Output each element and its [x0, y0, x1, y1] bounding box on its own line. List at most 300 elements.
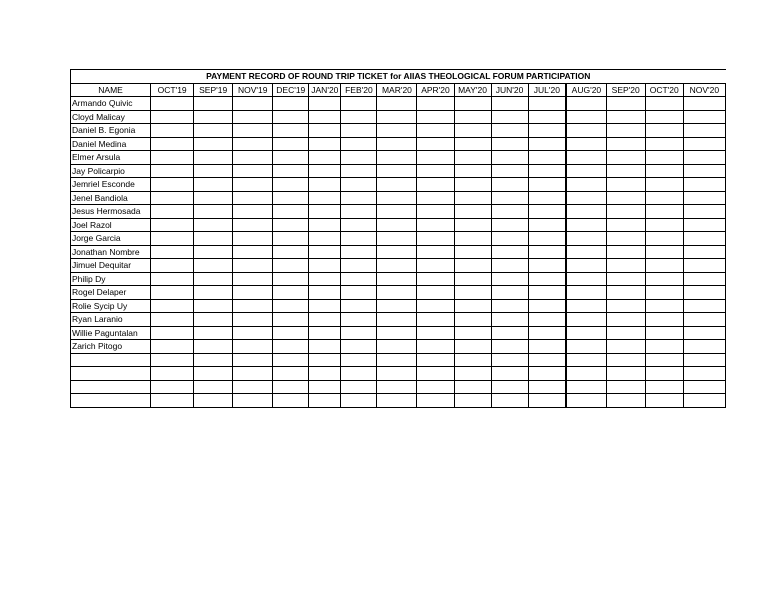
payment-cell[interactable]	[273, 326, 309, 340]
payment-cell[interactable]	[606, 394, 645, 408]
payment-cell[interactable]	[491, 205, 528, 219]
payment-cell[interactable]	[377, 272, 417, 286]
payment-cell[interactable]	[491, 394, 528, 408]
payment-cell[interactable]	[309, 380, 341, 394]
payment-cell[interactable]	[566, 164, 606, 178]
payment-cell[interactable]	[151, 218, 194, 232]
payment-cell[interactable]	[683, 326, 725, 340]
payment-cell[interactable]	[528, 218, 566, 232]
payment-cell[interactable]	[645, 137, 683, 151]
payment-cell[interactable]	[528, 299, 566, 313]
payment-cell[interactable]	[273, 353, 309, 367]
payment-cell[interactable]	[273, 380, 309, 394]
payment-cell[interactable]	[233, 205, 273, 219]
payment-cell[interactable]	[683, 340, 725, 354]
payment-cell[interactable]	[683, 205, 725, 219]
payment-cell[interactable]	[683, 178, 725, 192]
payment-cell[interactable]	[417, 286, 454, 300]
payment-cell[interactable]	[606, 137, 645, 151]
payment-cell[interactable]	[606, 286, 645, 300]
payment-cell[interactable]	[566, 259, 606, 273]
payment-cell[interactable]	[417, 164, 454, 178]
payment-cell[interactable]	[273, 232, 309, 246]
payment-cell[interactable]	[194, 313, 233, 327]
payment-cell[interactable]	[341, 394, 377, 408]
payment-cell[interactable]	[454, 205, 491, 219]
payment-cell[interactable]	[528, 178, 566, 192]
payment-cell[interactable]	[273, 313, 309, 327]
payment-cell[interactable]	[377, 110, 417, 124]
payment-cell[interactable]	[606, 151, 645, 165]
payment-cell[interactable]	[273, 286, 309, 300]
payment-cell[interactable]	[566, 272, 606, 286]
payment-cell[interactable]	[528, 110, 566, 124]
payment-cell[interactable]	[233, 137, 273, 151]
payment-cell[interactable]	[151, 259, 194, 273]
payment-cell[interactable]	[528, 326, 566, 340]
payment-cell[interactable]	[309, 97, 341, 111]
payment-cell[interactable]	[194, 380, 233, 394]
payment-cell[interactable]	[528, 124, 566, 138]
payment-cell[interactable]	[683, 259, 725, 273]
payment-cell[interactable]	[377, 191, 417, 205]
payment-cell[interactable]	[309, 286, 341, 300]
payment-cell[interactable]	[528, 394, 566, 408]
payment-cell[interactable]	[273, 394, 309, 408]
payment-cell[interactable]	[233, 97, 273, 111]
payment-cell[interactable]	[566, 380, 606, 394]
payment-cell[interactable]	[683, 164, 725, 178]
payment-cell[interactable]	[528, 164, 566, 178]
payment-cell[interactable]	[309, 205, 341, 219]
payment-cell[interactable]	[377, 313, 417, 327]
payment-cell[interactable]	[528, 353, 566, 367]
payment-cell[interactable]	[309, 394, 341, 408]
payment-cell[interactable]	[606, 218, 645, 232]
payment-cell[interactable]	[606, 232, 645, 246]
payment-cell[interactable]	[491, 326, 528, 340]
payment-cell[interactable]	[151, 313, 194, 327]
payment-cell[interactable]	[606, 97, 645, 111]
payment-cell[interactable]	[309, 151, 341, 165]
payment-cell[interactable]	[273, 299, 309, 313]
payment-cell[interactable]	[645, 394, 683, 408]
payment-cell[interactable]	[528, 232, 566, 246]
payment-cell[interactable]	[566, 245, 606, 259]
payment-cell[interactable]	[341, 191, 377, 205]
payment-cell[interactable]	[233, 218, 273, 232]
payment-cell[interactable]	[528, 286, 566, 300]
payment-cell[interactable]	[645, 367, 683, 381]
payment-cell[interactable]	[566, 313, 606, 327]
payment-cell[interactable]	[491, 164, 528, 178]
payment-cell[interactable]	[151, 353, 194, 367]
payment-cell[interactable]	[377, 245, 417, 259]
payment-cell[interactable]	[566, 394, 606, 408]
payment-cell[interactable]	[645, 340, 683, 354]
payment-cell[interactable]	[341, 205, 377, 219]
payment-cell[interactable]	[233, 313, 273, 327]
payment-cell[interactable]	[491, 380, 528, 394]
payment-cell[interactable]	[417, 340, 454, 354]
payment-cell[interactable]	[151, 326, 194, 340]
payment-cell[interactable]	[491, 97, 528, 111]
payment-cell[interactable]	[491, 218, 528, 232]
payment-cell[interactable]	[194, 205, 233, 219]
payment-cell[interactable]	[454, 259, 491, 273]
payment-cell[interactable]	[454, 353, 491, 367]
payment-cell[interactable]	[606, 326, 645, 340]
payment-cell[interactable]	[528, 245, 566, 259]
payment-cell[interactable]	[309, 137, 341, 151]
payment-cell[interactable]	[233, 326, 273, 340]
payment-cell[interactable]	[683, 110, 725, 124]
payment-cell[interactable]	[341, 299, 377, 313]
payment-cell[interactable]	[417, 232, 454, 246]
payment-cell[interactable]	[683, 218, 725, 232]
payment-cell[interactable]	[194, 178, 233, 192]
payment-cell[interactable]	[454, 232, 491, 246]
payment-cell[interactable]	[683, 299, 725, 313]
payment-cell[interactable]	[233, 394, 273, 408]
payment-cell[interactable]	[377, 124, 417, 138]
payment-cell[interactable]	[377, 97, 417, 111]
payment-cell[interactable]	[377, 367, 417, 381]
payment-cell[interactable]	[151, 367, 194, 381]
payment-cell[interactable]	[273, 272, 309, 286]
payment-cell[interactable]	[454, 137, 491, 151]
payment-cell[interactable]	[528, 367, 566, 381]
payment-cell[interactable]	[491, 191, 528, 205]
payment-cell[interactable]	[528, 313, 566, 327]
payment-cell[interactable]	[645, 353, 683, 367]
payment-cell[interactable]	[309, 245, 341, 259]
payment-cell[interactable]	[377, 380, 417, 394]
payment-cell[interactable]	[417, 178, 454, 192]
payment-cell[interactable]	[309, 353, 341, 367]
payment-cell[interactable]	[417, 245, 454, 259]
payment-cell[interactable]	[683, 286, 725, 300]
payment-cell[interactable]	[341, 151, 377, 165]
payment-cell[interactable]	[341, 313, 377, 327]
payment-cell[interactable]	[273, 178, 309, 192]
payment-cell[interactable]	[194, 137, 233, 151]
payment-cell[interactable]	[606, 178, 645, 192]
payment-cell[interactable]	[377, 137, 417, 151]
payment-cell[interactable]	[528, 340, 566, 354]
payment-cell[interactable]	[683, 151, 725, 165]
payment-cell[interactable]	[417, 97, 454, 111]
payment-cell[interactable]	[341, 137, 377, 151]
payment-cell[interactable]	[377, 178, 417, 192]
payment-cell[interactable]	[528, 151, 566, 165]
payment-cell[interactable]	[377, 353, 417, 367]
payment-cell[interactable]	[309, 164, 341, 178]
payment-cell[interactable]	[417, 394, 454, 408]
payment-cell[interactable]	[233, 178, 273, 192]
payment-cell[interactable]	[683, 124, 725, 138]
payment-cell[interactable]	[151, 272, 194, 286]
payment-cell[interactable]	[417, 326, 454, 340]
payment-cell[interactable]	[341, 353, 377, 367]
payment-cell[interactable]	[528, 272, 566, 286]
payment-cell[interactable]	[273, 110, 309, 124]
payment-cell[interactable]	[566, 124, 606, 138]
payment-cell[interactable]	[233, 191, 273, 205]
payment-cell[interactable]	[566, 97, 606, 111]
payment-cell[interactable]	[309, 367, 341, 381]
payment-cell[interactable]	[341, 110, 377, 124]
payment-cell[interactable]	[566, 367, 606, 381]
payment-cell[interactable]	[233, 340, 273, 354]
payment-cell[interactable]	[233, 286, 273, 300]
payment-cell[interactable]	[683, 353, 725, 367]
payment-cell[interactable]	[528, 205, 566, 219]
payment-cell[interactable]	[683, 380, 725, 394]
payment-cell[interactable]	[645, 205, 683, 219]
payment-cell[interactable]	[566, 137, 606, 151]
payment-cell[interactable]	[566, 191, 606, 205]
payment-cell[interactable]	[417, 299, 454, 313]
payment-cell[interactable]	[309, 218, 341, 232]
payment-cell[interactable]	[194, 272, 233, 286]
payment-cell[interactable]	[645, 313, 683, 327]
payment-cell[interactable]	[377, 326, 417, 340]
payment-cell[interactable]	[151, 164, 194, 178]
payment-cell[interactable]	[417, 191, 454, 205]
payment-cell[interactable]	[491, 259, 528, 273]
payment-cell[interactable]	[233, 272, 273, 286]
payment-cell[interactable]	[683, 367, 725, 381]
payment-cell[interactable]	[606, 380, 645, 394]
payment-cell[interactable]	[606, 259, 645, 273]
payment-cell[interactable]	[273, 191, 309, 205]
payment-cell[interactable]	[566, 286, 606, 300]
payment-cell[interactable]	[341, 232, 377, 246]
payment-cell[interactable]	[233, 232, 273, 246]
payment-cell[interactable]	[606, 164, 645, 178]
payment-cell[interactable]	[417, 110, 454, 124]
payment-cell[interactable]	[194, 110, 233, 124]
payment-cell[interactable]	[194, 218, 233, 232]
payment-cell[interactable]	[151, 299, 194, 313]
payment-cell[interactable]	[341, 272, 377, 286]
payment-cell[interactable]	[454, 313, 491, 327]
payment-cell[interactable]	[273, 340, 309, 354]
payment-cell[interactable]	[645, 178, 683, 192]
payment-cell[interactable]	[491, 340, 528, 354]
payment-cell[interactable]	[454, 367, 491, 381]
payment-cell[interactable]	[454, 164, 491, 178]
payment-cell[interactable]	[645, 151, 683, 165]
payment-cell[interactable]	[273, 151, 309, 165]
payment-cell[interactable]	[341, 340, 377, 354]
payment-cell[interactable]	[606, 110, 645, 124]
payment-cell[interactable]	[683, 97, 725, 111]
payment-cell[interactable]	[683, 232, 725, 246]
payment-cell[interactable]	[683, 245, 725, 259]
payment-cell[interactable]	[341, 164, 377, 178]
payment-cell[interactable]	[491, 299, 528, 313]
payment-cell[interactable]	[645, 124, 683, 138]
payment-cell[interactable]	[417, 137, 454, 151]
payment-cell[interactable]	[491, 313, 528, 327]
payment-cell[interactable]	[491, 178, 528, 192]
payment-cell[interactable]	[491, 137, 528, 151]
payment-cell[interactable]	[309, 313, 341, 327]
payment-cell[interactable]	[566, 340, 606, 354]
payment-cell[interactable]	[377, 299, 417, 313]
payment-cell[interactable]	[454, 326, 491, 340]
payment-cell[interactable]	[528, 137, 566, 151]
payment-cell[interactable]	[377, 232, 417, 246]
payment-cell[interactable]	[151, 380, 194, 394]
payment-cell[interactable]	[151, 124, 194, 138]
payment-cell[interactable]	[309, 110, 341, 124]
payment-cell[interactable]	[377, 394, 417, 408]
payment-cell[interactable]	[683, 313, 725, 327]
payment-cell[interactable]	[528, 380, 566, 394]
payment-cell[interactable]	[645, 259, 683, 273]
payment-cell[interactable]	[233, 124, 273, 138]
payment-cell[interactable]	[194, 232, 233, 246]
payment-cell[interactable]	[606, 245, 645, 259]
payment-cell[interactable]	[377, 218, 417, 232]
payment-cell[interactable]	[151, 137, 194, 151]
payment-cell[interactable]	[194, 124, 233, 138]
payment-cell[interactable]	[273, 97, 309, 111]
payment-cell[interactable]	[683, 272, 725, 286]
payment-cell[interactable]	[309, 340, 341, 354]
payment-cell[interactable]	[377, 164, 417, 178]
payment-cell[interactable]	[645, 110, 683, 124]
payment-cell[interactable]	[341, 286, 377, 300]
payment-cell[interactable]	[151, 97, 194, 111]
payment-cell[interactable]	[309, 191, 341, 205]
payment-cell[interactable]	[194, 245, 233, 259]
payment-cell[interactable]	[417, 272, 454, 286]
payment-cell[interactable]	[683, 394, 725, 408]
payment-cell[interactable]	[606, 313, 645, 327]
payment-cell[interactable]	[309, 299, 341, 313]
payment-cell[interactable]	[233, 299, 273, 313]
payment-cell[interactable]	[528, 97, 566, 111]
payment-cell[interactable]	[528, 259, 566, 273]
payment-cell[interactable]	[645, 380, 683, 394]
payment-cell[interactable]	[233, 353, 273, 367]
payment-cell[interactable]	[151, 232, 194, 246]
payment-cell[interactable]	[194, 367, 233, 381]
payment-cell[interactable]	[151, 110, 194, 124]
payment-cell[interactable]	[417, 124, 454, 138]
payment-cell[interactable]	[491, 272, 528, 286]
payment-cell[interactable]	[491, 151, 528, 165]
payment-cell[interactable]	[417, 205, 454, 219]
payment-cell[interactable]	[606, 353, 645, 367]
payment-cell[interactable]	[454, 340, 491, 354]
payment-cell[interactable]	[194, 340, 233, 354]
payment-cell[interactable]	[454, 191, 491, 205]
payment-cell[interactable]	[417, 313, 454, 327]
payment-cell[interactable]	[273, 367, 309, 381]
payment-cell[interactable]	[454, 286, 491, 300]
payment-cell[interactable]	[606, 340, 645, 354]
payment-cell[interactable]	[645, 299, 683, 313]
payment-cell[interactable]	[151, 205, 194, 219]
payment-cell[interactable]	[491, 110, 528, 124]
payment-cell[interactable]	[454, 97, 491, 111]
payment-cell[interactable]	[194, 151, 233, 165]
payment-cell[interactable]	[341, 124, 377, 138]
payment-cell[interactable]	[645, 286, 683, 300]
payment-cell[interactable]	[341, 97, 377, 111]
payment-cell[interactable]	[273, 245, 309, 259]
payment-cell[interactable]	[309, 124, 341, 138]
payment-cell[interactable]	[417, 380, 454, 394]
payment-cell[interactable]	[341, 178, 377, 192]
payment-cell[interactable]	[454, 245, 491, 259]
payment-cell[interactable]	[645, 245, 683, 259]
payment-cell[interactable]	[194, 191, 233, 205]
payment-cell[interactable]	[309, 232, 341, 246]
payment-cell[interactable]	[194, 97, 233, 111]
payment-cell[interactable]	[566, 326, 606, 340]
payment-cell[interactable]	[454, 394, 491, 408]
payment-cell[interactable]	[606, 191, 645, 205]
payment-cell[interactable]	[151, 191, 194, 205]
payment-cell[interactable]	[454, 299, 491, 313]
payment-cell[interactable]	[377, 151, 417, 165]
payment-cell[interactable]	[194, 259, 233, 273]
payment-cell[interactable]	[683, 137, 725, 151]
payment-cell[interactable]	[194, 394, 233, 408]
payment-cell[interactable]	[645, 218, 683, 232]
payment-cell[interactable]	[273, 124, 309, 138]
payment-cell[interactable]	[683, 191, 725, 205]
payment-cell[interactable]	[341, 326, 377, 340]
payment-cell[interactable]	[233, 380, 273, 394]
payment-cell[interactable]	[194, 299, 233, 313]
payment-cell[interactable]	[233, 151, 273, 165]
payment-cell[interactable]	[417, 151, 454, 165]
payment-cell[interactable]	[151, 340, 194, 354]
payment-cell[interactable]	[341, 245, 377, 259]
payment-cell[interactable]	[491, 286, 528, 300]
payment-cell[interactable]	[309, 326, 341, 340]
payment-cell[interactable]	[566, 110, 606, 124]
payment-cell[interactable]	[454, 151, 491, 165]
payment-cell[interactable]	[377, 286, 417, 300]
payment-cell[interactable]	[417, 353, 454, 367]
payment-cell[interactable]	[377, 259, 417, 273]
payment-cell[interactable]	[645, 191, 683, 205]
payment-cell[interactable]	[491, 367, 528, 381]
payment-cell[interactable]	[645, 97, 683, 111]
payment-cell[interactable]	[566, 218, 606, 232]
payment-cell[interactable]	[454, 110, 491, 124]
payment-cell[interactable]	[566, 205, 606, 219]
payment-cell[interactable]	[645, 164, 683, 178]
payment-cell[interactable]	[233, 259, 273, 273]
payment-cell[interactable]	[194, 353, 233, 367]
payment-cell[interactable]	[233, 110, 273, 124]
payment-cell[interactable]	[566, 178, 606, 192]
payment-cell[interactable]	[273, 137, 309, 151]
payment-cell[interactable]	[273, 164, 309, 178]
payment-cell[interactable]	[377, 340, 417, 354]
payment-cell[interactable]	[606, 124, 645, 138]
payment-cell[interactable]	[233, 367, 273, 381]
